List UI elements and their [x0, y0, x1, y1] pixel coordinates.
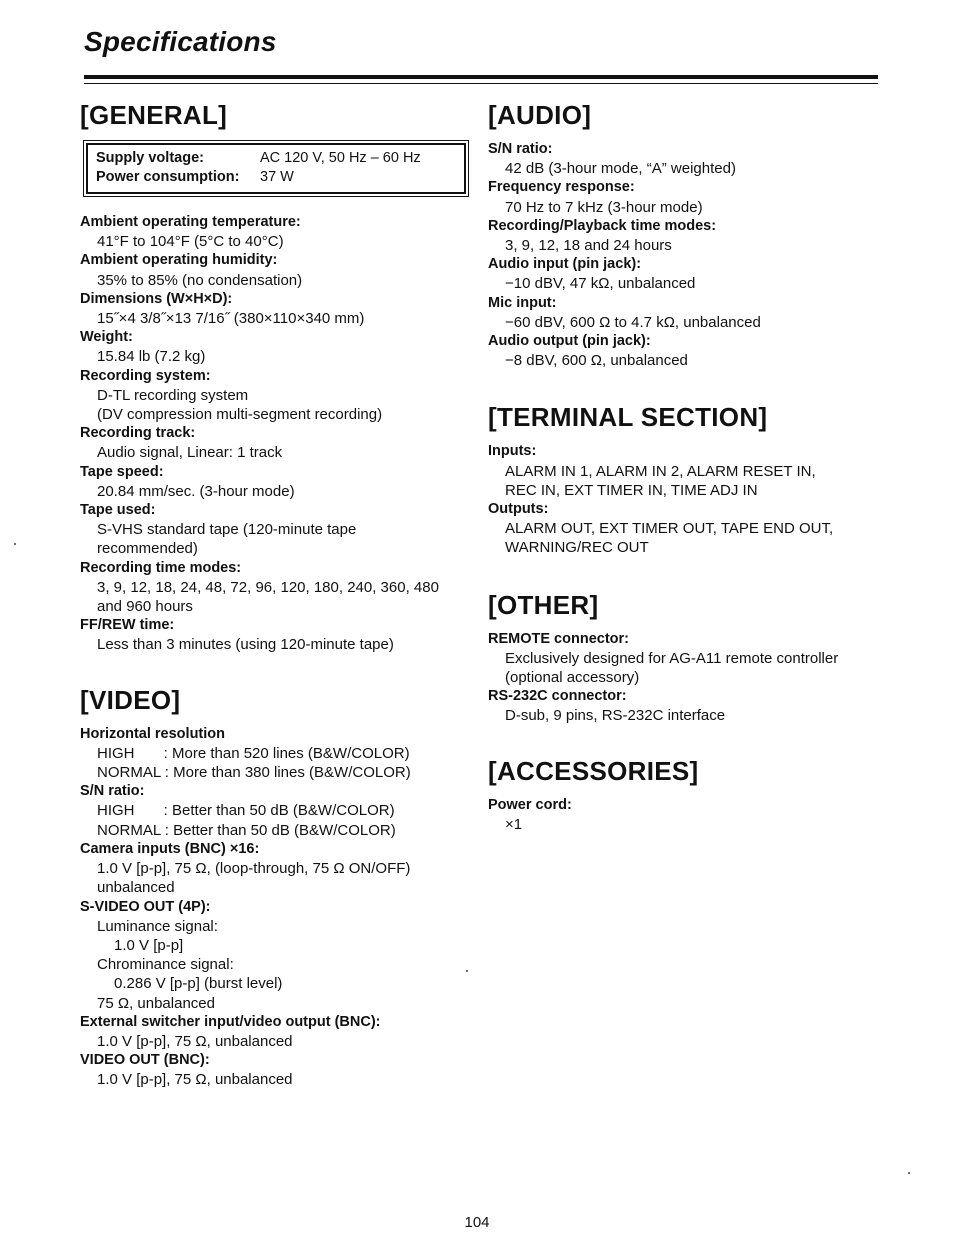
spec-value: ALARM OUT, EXT TIMER OUT, TAPE END OUT,: [505, 520, 834, 538]
spec-label: Audio input (pin jack):: [488, 256, 642, 273]
spec-value: HIGH : More than 520 lines (B&W/COLOR): [97, 744, 410, 762]
spec-label: Recording/Playback time modes:: [488, 217, 717, 234]
spec-label: Dimensions (W×H×D):: [80, 290, 233, 307]
spec-value: HIGH : Better than 50 dB (B&W/COLOR): [97, 802, 395, 820]
spec-value: 41°F to 104°F (5°C to 40°C): [97, 233, 284, 251]
spec-value: 3, 9, 12, 18 and 24 hours: [505, 237, 672, 255]
supply-voltage-row: [96, 149, 456, 168]
spec-value: 1.0 V [p-p], 75 Ω, (loop-through, 75 Ω ON/OFF): [97, 860, 411, 878]
left-column: [80, 100, 475, 1090]
spec-label: REMOTE connector:: [488, 630, 629, 647]
general-heading: [GENERAL]: [80, 100, 228, 130]
spec-label: Horizontal resolution: [80, 725, 225, 742]
spec-value: recommended): [97, 540, 198, 558]
spec-label: S/N ratio:: [80, 783, 145, 800]
spec-label: RS-232C connector:: [488, 688, 627, 705]
spec-value: ×1: [505, 815, 523, 833]
spec-value: NORMAL : Better than 50 dB (B&W/COLOR): [97, 821, 396, 839]
spec-value: Audio signal, Linear: 1 track: [97, 444, 283, 462]
spec-label: Ambient operating temperature:: [80, 214, 301, 230]
spec-label: External switcher input/video output (BNC):: [80, 1013, 381, 1030]
spec-value: WARNING/REC OUT: [505, 539, 649, 557]
spec-value: 35% to 85% (no condensation): [97, 271, 303, 289]
spec-value: Chrominance signal:: [97, 956, 234, 974]
spec-list-audio: [488, 140, 888, 370]
spec-list-video: [80, 725, 475, 1090]
spec-label: Ambient operating humidity:: [80, 252, 278, 269]
spec-value: 42 dB (3-hour mode, “A” weighted): [505, 160, 736, 178]
spec-value: D-TL recording system: [97, 386, 249, 404]
spec-label: Power cord:: [488, 796, 572, 813]
supply-voltage-label: Supply voltage:: [96, 150, 204, 166]
spec-list-other: [488, 630, 888, 726]
right-column: [488, 100, 888, 834]
page-title: Specifications: [84, 26, 277, 57]
spec-value: −60 dBV, 600 Ω to 4.7 kΩ, unbalanced: [505, 313, 761, 331]
header-rule-thin: [84, 83, 878, 84]
spec-list-accessories: [488, 796, 888, 834]
spec-label: S-VIDEO OUT (4P):: [80, 898, 211, 915]
scan-speck: [466, 970, 468, 972]
spec-label: Audio output (pin jack):: [488, 333, 651, 350]
spec-label: Camera inputs (BNC) ×16:: [80, 840, 260, 857]
spec-label: Inputs:: [488, 443, 537, 460]
spec-value: NORMAL : More than 380 lines (B&W/COLOR): [97, 764, 411, 782]
spec-label: Frequency response:: [488, 179, 635, 196]
spec-label: FF/REW time:: [80, 617, 175, 634]
spec-value: unbalanced: [97, 879, 175, 897]
spec-value: 1.0 V [p-p], 75 Ω, unbalanced: [97, 1032, 293, 1050]
spec-value: ALARM IN 1, ALARM IN 2, ALARM RESET IN,: [505, 462, 816, 480]
spec-value: 15.84 lb (7.2 kg): [97, 348, 206, 366]
header-rule-thick: [84, 75, 878, 79]
page-number: 104: [464, 1214, 490, 1231]
spec-label: Recording track:: [80, 425, 196, 442]
spec-value: S-VHS standard tape (120-minute tape: [97, 521, 357, 539]
spec-value: 0.286 V [p-p] (burst level): [114, 975, 283, 993]
spec-label: Recording time modes:: [80, 559, 242, 576]
spec-list-terminal: [488, 442, 888, 557]
video-heading: [VIDEO]: [80, 684, 181, 715]
terminal-heading: [TERMINAL SECTION]: [488, 402, 768, 433]
spec-value: 75 Ω, unbalanced: [97, 994, 215, 1012]
spec-value: (DV compression multi-segment recording): [97, 406, 383, 424]
scan-speck: [908, 1172, 910, 1174]
power-consumption-value: 37 W: [260, 169, 294, 185]
spec-label: Weight:: [80, 329, 133, 346]
accessories-heading: [ACCESSORIES]: [488, 755, 699, 786]
spec-value: −8 dBV, 600 Ω, unbalanced: [505, 352, 688, 370]
spec-label: S/N ratio:: [488, 141, 553, 157]
spec-value: 20.84 mm/sec. (3-hour mode): [97, 482, 295, 500]
scan-speck: [14, 543, 16, 545]
spec-value: and 960 hours: [97, 598, 193, 616]
spec-value: (optional accessory): [505, 669, 640, 687]
audio-heading: [AUDIO]: [488, 100, 592, 130]
spec-value: D-sub, 9 pins, RS-232C interface: [505, 707, 726, 725]
spec-value: Exclusively designed for AG-A11 remote controller: [505, 649, 839, 667]
supply-voltage-value: AC 120 V, 50 Hz – 60 Hz: [260, 150, 421, 166]
spec-value: 70 Hz to 7 kHz (3-hour mode): [505, 198, 703, 216]
spec-value: −10 dBV, 47 kΩ, unbalanced: [505, 275, 696, 293]
supply-box: [83, 140, 469, 197]
spec-value: 15˝×4 3/8˝×13 7/16˝ (380×110×340 mm): [97, 310, 365, 328]
spec-list-general: [80, 213, 475, 655]
spec-value: Luminance signal:: [97, 917, 218, 935]
spec-value: 1.0 V [p-p]: [114, 936, 184, 954]
spec-label: Mic input:: [488, 294, 557, 311]
spec-label: Outputs:: [488, 501, 549, 518]
other-heading: [OTHER]: [488, 589, 599, 620]
spec-value: 1.0 V [p-p], 75 Ω, unbalanced: [97, 1071, 293, 1089]
power-consumption-row: [96, 168, 456, 187]
spec-label: Recording system:: [80, 367, 211, 384]
spec-value: 3, 9, 12, 18, 24, 48, 72, 96, 120, 180, 240, 360, 480: [97, 578, 439, 596]
spec-label: Tape speed:: [80, 463, 164, 480]
spec-label: VIDEO OUT (BNC):: [80, 1052, 210, 1069]
spec-value: Less than 3 minutes (using 120-minute tape): [97, 636, 394, 654]
spec-value: REC IN, EXT TIMER IN, TIME ADJ IN: [505, 481, 758, 499]
spec-label: Tape used:: [80, 502, 156, 519]
power-consumption-label: Power consumption:: [96, 169, 240, 185]
